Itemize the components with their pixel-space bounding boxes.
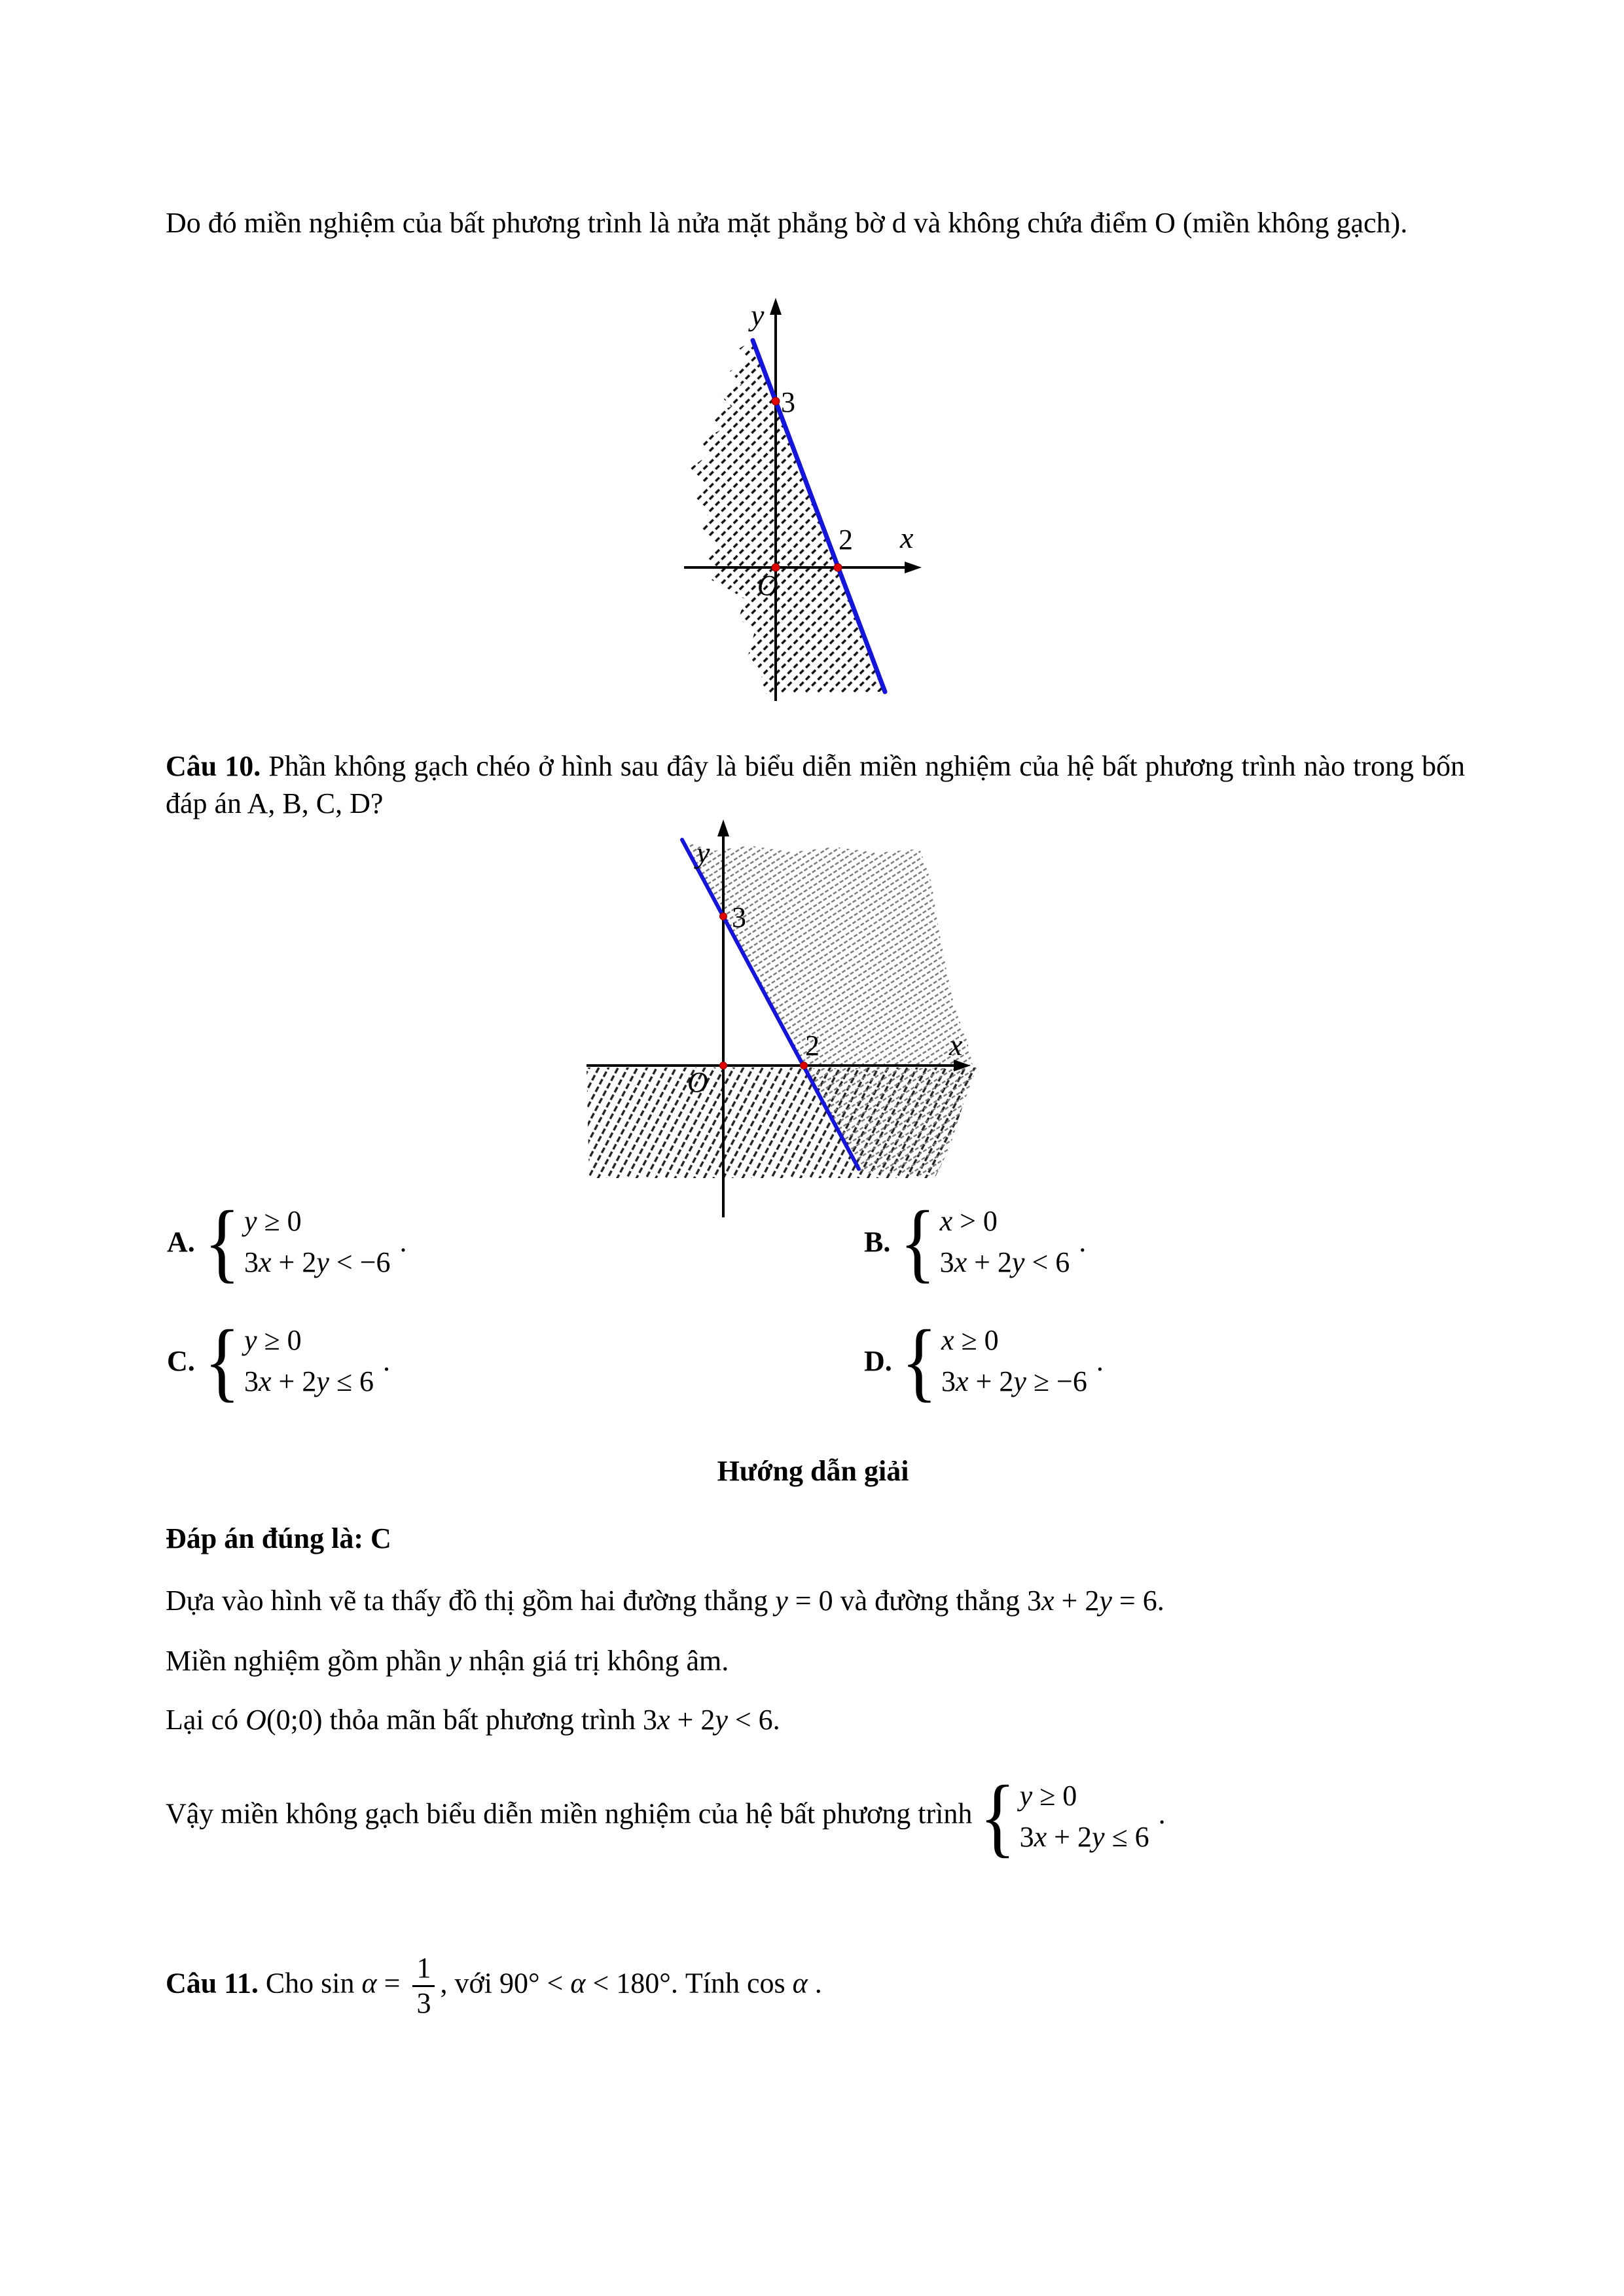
- text-token: = 0 và đường thẳng 3: [787, 1585, 1041, 1617]
- fraction-numerator: 1: [412, 1954, 435, 1987]
- x-axis-label: x: [949, 1028, 963, 1062]
- option-D: [864, 1312, 1104, 1410]
- math-token: y: [1099, 1585, 1112, 1617]
- sentence-period: .: [399, 1226, 407, 1258]
- question-10-label: Câu 10.: [166, 750, 261, 782]
- question-11: [166, 1954, 1465, 2018]
- math-token: 3: [939, 1246, 954, 1278]
- math-token: y: [715, 1704, 728, 1736]
- math-token: 3: [1019, 1820, 1034, 1853]
- text-token: < 180°. Tính cos: [585, 1967, 793, 2000]
- math-token: x: [941, 1324, 954, 1357]
- math-token: α: [570, 1967, 586, 2000]
- text-token: , với 90° <: [440, 1967, 571, 2000]
- math-token: x: [657, 1704, 670, 1736]
- figure-2-system-graph: [576, 812, 1047, 1224]
- math-token: y: [448, 1645, 462, 1677]
- question-10-text: Phần không gạch chéo ở hình sau đây là biểu diễn miền nghiệm của hệ bất phương trình nào trong bốn đáp án A, B, C, D?: [166, 750, 1466, 819]
- text-token: Dựa vào hình vẽ ta thấy đồ thị gồm hai đường thẳng: [166, 1585, 776, 1617]
- math-token: y: [1011, 1246, 1025, 1278]
- x-axis-arrow-icon: [905, 562, 922, 573]
- y-axis-arrow-icon: [770, 298, 782, 315]
- option-A: [167, 1193, 407, 1291]
- solution-line-1: [166, 1584, 1465, 1617]
- text-token: (0;0) thỏa mãn bất phương trình 3: [266, 1704, 657, 1736]
- x-intercept-point: [801, 1062, 808, 1069]
- math-token: y: [244, 1205, 257, 1238]
- text-token: nhận giá trị không âm.: [461, 1645, 729, 1677]
- left-brace-icon: {: [204, 1312, 240, 1410]
- fraction-one-third: [412, 1954, 435, 2018]
- math-token: x: [1041, 1585, 1055, 1617]
- correct-answer: Đáp án đúng là: C: [166, 1522, 391, 1554]
- figure-1-inequality-graph: [671, 291, 979, 704]
- math-token: y: [775, 1585, 788, 1617]
- math-token: O: [245, 1704, 266, 1736]
- x-axis-label: x: [900, 521, 914, 554]
- text-token: Vậy miền không gạch biểu diễn miền nghiệm của hệ bất phương trình: [166, 1797, 980, 1830]
- math-token: 3: [244, 1246, 259, 1278]
- text-token: .: [807, 1967, 822, 2000]
- math-token: y: [244, 1324, 257, 1357]
- text-token: = 6.: [1111, 1585, 1164, 1617]
- math-token: ≥ 0: [257, 1324, 302, 1357]
- y-axis-arrow-icon: [717, 819, 729, 836]
- math-token: x: [1034, 1820, 1047, 1853]
- option-D-label: D.: [864, 1345, 892, 1377]
- x-intercept-label: 2: [839, 524, 853, 556]
- math-token: x: [258, 1246, 272, 1278]
- option-C-system: [244, 1325, 374, 1396]
- sentence-period: .: [383, 1345, 391, 1377]
- fraction-denominator: 3: [416, 1986, 431, 2019]
- math-token: ≤ 6: [329, 1365, 374, 1397]
- solution-line-3: [166, 1703, 1465, 1736]
- text-token: =: [376, 1967, 408, 2000]
- left-brace-icon: {: [901, 1312, 937, 1410]
- math-token: y: [316, 1365, 329, 1397]
- solution-heading: Hướng dẫn giải: [717, 1455, 909, 1487]
- math-token: ≥ 0: [1032, 1780, 1077, 1812]
- text-token: Lại có: [166, 1704, 246, 1736]
- sentence-period: .: [1079, 1226, 1087, 1258]
- sentence-period: .: [1096, 1345, 1104, 1377]
- left-brace-icon: {: [204, 1193, 240, 1291]
- y-axis-label: y: [696, 836, 710, 869]
- math-token: ≥ 0: [257, 1205, 302, 1238]
- solution-line-4: [166, 1767, 1540, 1866]
- math-token: + 2: [271, 1365, 317, 1397]
- math-token: y: [316, 1246, 329, 1278]
- text-token: + 2: [1054, 1585, 1100, 1617]
- y-axis-label: y: [751, 298, 765, 332]
- option-A-label: A.: [167, 1226, 195, 1258]
- left-brace-icon: {: [979, 1767, 1016, 1866]
- math-token: ≥ 0: [954, 1324, 999, 1357]
- option-B: [864, 1193, 1087, 1291]
- x-intercept-point: [834, 564, 842, 571]
- math-token: < 6: [1024, 1246, 1070, 1278]
- option-B-system: [940, 1206, 1070, 1277]
- math-token: + 2: [967, 1246, 1012, 1278]
- math-token: x: [955, 1365, 969, 1397]
- math-token: y: [1013, 1365, 1026, 1397]
- upper-hatched-region: [682, 841, 973, 1066]
- math-token: 3: [941, 1365, 956, 1397]
- y-intercept-point: [772, 397, 780, 405]
- text-token: < 6.: [727, 1704, 780, 1736]
- math-token: x: [258, 1365, 272, 1397]
- math-token: + 2: [271, 1246, 317, 1278]
- option-D-system: [941, 1325, 1087, 1396]
- origin-label: O: [687, 1066, 708, 1098]
- intro-paragraph: Do đó miền nghiệm của bất phương trình là nửa mặt phẳng bờ d và không chứa điểm O (miền không gạch).: [166, 207, 1408, 239]
- math-token: < −6: [329, 1246, 391, 1278]
- text-token: Cho sin: [258, 1967, 362, 2000]
- y-intercept-label: 3: [781, 386, 795, 418]
- text-token: + 2: [670, 1704, 715, 1736]
- y-intercept-label: 3: [732, 901, 746, 933]
- option-A-system: [244, 1206, 391, 1277]
- math-token: + 2: [968, 1365, 1014, 1397]
- math-token: ≥ −6: [1026, 1365, 1087, 1397]
- x-intercept-label: 2: [805, 1030, 820, 1062]
- math-token: x: [954, 1246, 967, 1278]
- math-token: y: [1091, 1820, 1105, 1853]
- math-token: ≤ 6: [1104, 1820, 1149, 1853]
- question-11-label: Câu 11.: [166, 1967, 259, 2000]
- origin-point: [720, 1062, 727, 1069]
- math-token: 3: [244, 1365, 259, 1397]
- math-token: α: [361, 1967, 377, 2000]
- left-brace-icon: {: [899, 1193, 936, 1291]
- sentence-period: .: [1158, 1797, 1166, 1830]
- math-token: + 2: [1047, 1820, 1092, 1853]
- conclusion-system: [1020, 1781, 1149, 1852]
- math-token: > 0: [952, 1205, 998, 1238]
- solution-line-2: [166, 1644, 1465, 1677]
- text-token: Miền nghiệm gồm phần: [166, 1645, 449, 1677]
- y-intercept-point: [720, 913, 727, 920]
- question-10: [166, 747, 1465, 822]
- option-C: [167, 1312, 391, 1410]
- math-token: α: [792, 1967, 808, 2000]
- option-B-label: B.: [864, 1226, 891, 1258]
- math-token: y: [1019, 1780, 1033, 1812]
- math-token: x: [939, 1205, 953, 1238]
- origin-label: O: [757, 569, 778, 601]
- option-C-label: C.: [167, 1345, 195, 1377]
